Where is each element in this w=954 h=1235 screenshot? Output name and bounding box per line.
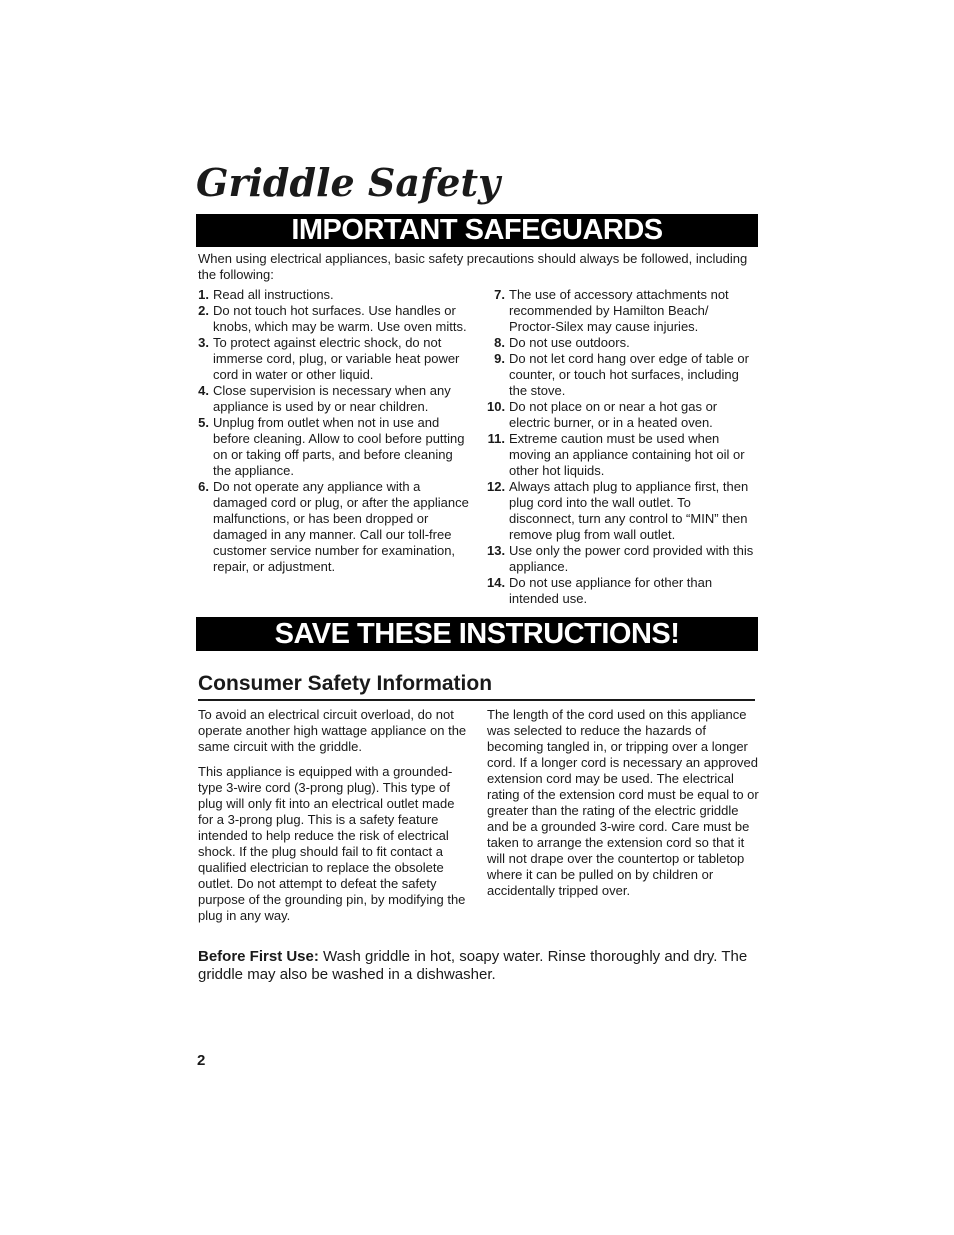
safeguard-item: [487, 351, 755, 399]
safeguard-item: [487, 431, 755, 479]
safeguard-text: Close supervision is necessary when any appliance is used by or near children.: [213, 383, 451, 414]
safeguard-number: 9.: [494, 351, 505, 366]
safeguard-text: Do not let cord hang over edge of table or counter, or touch hot surfaces, including the stove.: [509, 351, 749, 398]
consumer-safety-paragraph: This appliance is equipped with a grounded-type 3-wire cord (3-prong plug). This type of plug will only fit into an electrical outlet made for a 3-prong plug. This is a safety feature intended to help reduce the risk of electrical shock. If the plug should fail to fit contact a qualified electrician to replace the obsolete outlet. Do not attempt to defeat the safety purpose of the grounding pin, by modifying the plug in any way.: [198, 764, 466, 923]
safeguard-number: 4.: [198, 383, 209, 398]
consumer-safety-right-column: [487, 707, 763, 908]
safeguard-number: 12.: [487, 479, 506, 494]
safeguard-text: Do not use outdoors.: [509, 335, 630, 350]
safeguard-number: 14.: [487, 575, 506, 590]
safeguard-item: [487, 543, 755, 575]
safeguards-intro: When using electrical appliances, basic safety precautions should always be followed, including the following:: [198, 251, 748, 282]
safeguard-number: 6.: [198, 479, 209, 494]
safeguard-item: [487, 575, 755, 607]
safeguard-item: [487, 335, 755, 351]
before-first-use-label: Before First Use:: [198, 948, 319, 965]
before-first-use: [198, 948, 758, 984]
safeguard-text: Use only the power cord provided with this appliance.: [509, 543, 754, 574]
safeguard-item: [198, 335, 470, 383]
safeguard-item: [198, 415, 470, 479]
safeguard-text: Do not touch hot surfaces. Use handles or knobs, which may be warm. Use oven mitts.: [213, 303, 467, 334]
safeguard-item: [198, 383, 470, 415]
safeguard-number: 5.: [198, 415, 209, 430]
safeguard-text: Do not operate any appliance with a damaged cord or plug, or after the appliance malfunctions, or has been dropped or damaged in any manner. Call our toll-free customer service number for examination, repair, or adjustment.: [213, 479, 469, 574]
safeguards-list-left: [198, 287, 470, 575]
safeguard-number: 13.: [487, 543, 506, 558]
safeguard-text: Do not place on or near a hot gas or electric burner, or in a heated oven.: [509, 399, 718, 430]
safeguard-item: [487, 287, 755, 335]
safeguard-number: 3.: [198, 335, 209, 350]
safeguard-number: 1.: [198, 287, 209, 302]
page-number: 2: [197, 1052, 206, 1069]
page-title: Griddle Safety: [196, 160, 501, 205]
important-safeguards-banner: IMPORTANT SAFEGUARDS: [196, 214, 758, 247]
safeguard-text: Unplug from outlet when not in use and before cleaning. Allow to cool before putting on or taking off parts, and before cleaning the appliance.: [213, 415, 465, 478]
safeguard-item: [198, 479, 470, 575]
safeguard-item: [487, 399, 755, 431]
consumer-safety-left-column: [198, 707, 470, 933]
before-first-use-text: Wash griddle in hot, soapy water. Rinse thoroughly and dry. The griddle may also be washed in a dishwasher.: [198, 948, 748, 983]
safeguard-item: [487, 479, 755, 543]
safeguard-item: [198, 303, 470, 335]
safeguard-number: 8.: [494, 335, 505, 350]
safeguard-number: 11.: [487, 431, 505, 446]
consumer-safety-paragraph: The length of the cord used on this appliance was selected to reduce the hazards of becoming tangled in, or tripping over a longer cord. If a longer cord is necessary an approved extension cord may be used. The electrical rating of the extension cord must be equal to or greater than the rating of the electric griddle and be a grounded 3-wire cord. Care must be taken to arrange the extension cord so that it will not drape over the countertop or tabletop where it can be pulled on by children or accidentally tripped over.: [487, 707, 759, 898]
safeguard-text: The use of accessory attachments not recommended by Hamilton Beach/ Proctor-Silex may cause injuries.: [509, 287, 729, 334]
safeguard-number: 7.: [494, 287, 505, 302]
safeguard-text: Do not use appliance for other than intended use.: [509, 575, 713, 606]
save-instructions-banner: SAVE THESE INSTRUCTIONS!: [196, 617, 758, 651]
safeguard-text: Extreme caution must be used when moving an appliance containing hot oil or other hot liquids.: [509, 431, 745, 478]
safeguard-item: [198, 287, 470, 303]
safeguard-number: 10.: [487, 399, 506, 414]
safeguard-text: To protect against electric shock, do not immerse cord, plug, or variable heat power cord in water or other liquid.: [213, 335, 460, 382]
consumer-safety-paragraph: To avoid an electrical circuit overload, do not operate another high wattage appliance on the same circuit with the griddle.: [198, 707, 467, 754]
safeguard-number: 2.: [198, 303, 209, 318]
safeguards-list-right: [487, 287, 755, 607]
safeguard-text: Read all instructions.: [213, 287, 334, 302]
consumer-safety-heading: Consumer Safety Information: [198, 670, 755, 701]
safeguard-text: Always attach plug to appliance first, then plug cord into the wall outlet. To disconnect, turn any control to “MIN” then remove plug from wall outlet.: [509, 479, 749, 542]
